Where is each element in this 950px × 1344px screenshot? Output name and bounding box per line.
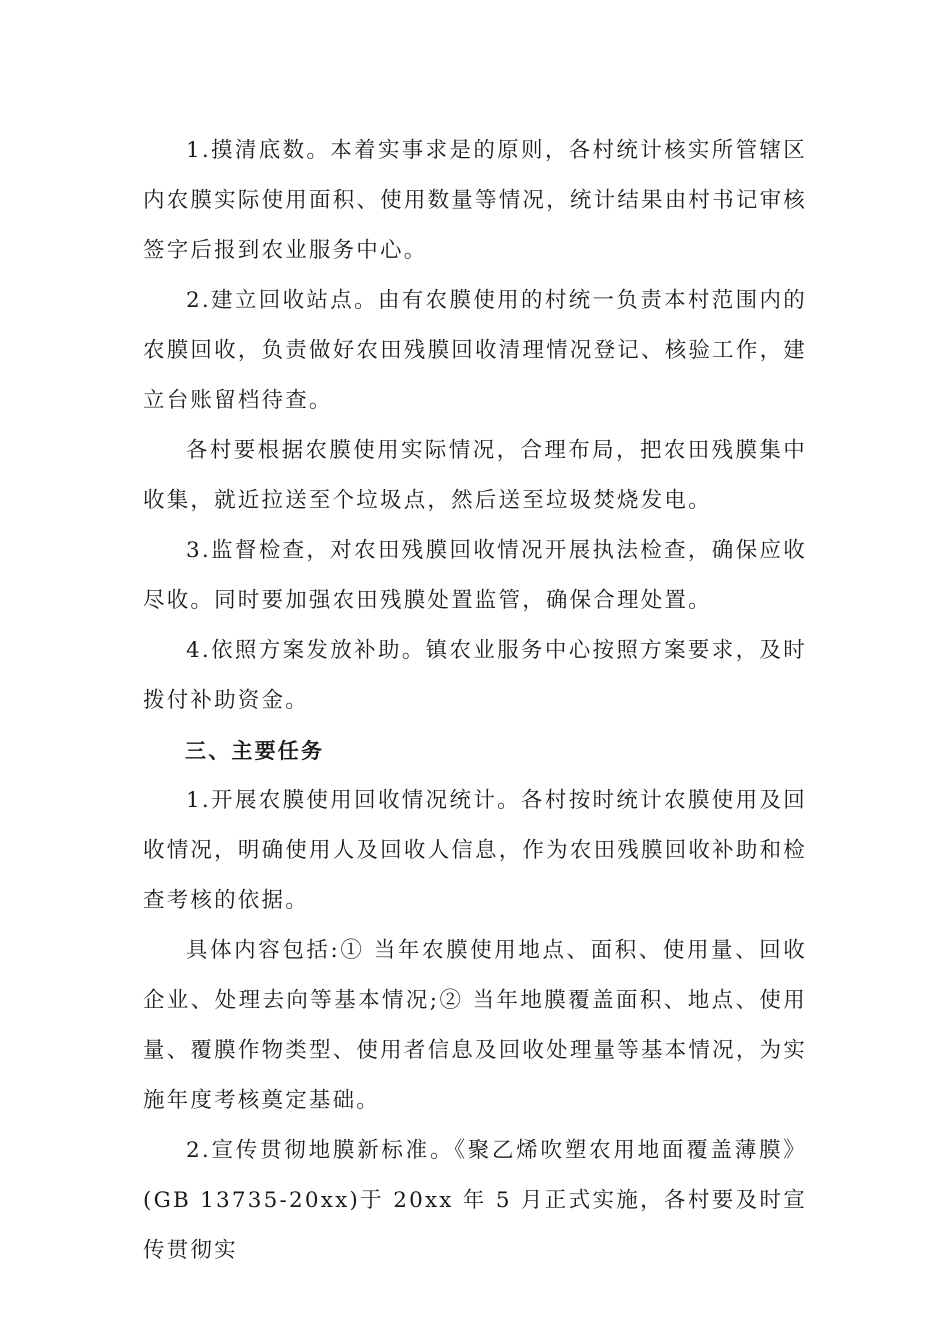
document-body xyxy=(143,126,807,1276)
paragraph-baseline-count: 1.摸清底数。本着实事求是的原则，各村统计核实所管辖区内农膜实际使用面积、使用数量等情况，统计结果由村书记审核签字后报到农业服务中心。 xyxy=(143,138,807,263)
paragraph-subsidy: 4.依照方案发放补助。镇农业服务中心按照方案要求，及时拨付补助资金。 xyxy=(143,638,807,713)
paragraph-supervision: 3.监督检查，对农田残膜回收情况开展执法检查，确保应收尽收。同时要加强农田残膜处置监管，确保合理处置。 xyxy=(143,538,807,613)
paragraph-specific-content: 具体内容包括:① 当年农膜使用地点、面积、使用量、回收企业、处理去向等基本情况;② 当年地膜覆盖面积、地点、使用量、覆膜作物类型、使用者信息及回收处理量等基本情况，为实施年度考核奠定基础。 xyxy=(143,938,807,1113)
paragraph-new-standard: 2.宣传贯彻地膜新标准。《聚乙烯吹塑农用地面覆盖薄膜》(GB 13735-20xx)于 20xx 年 5 月正式实施，各村要及时宣传贯彻实 xyxy=(143,1138,807,1263)
paragraph-village-layout: 各村要根据农膜使用实际情况，合理布局，把农田残膜集中收集，就近拉送至个垃圾点，然后送至垃圾焚烧发电。 xyxy=(143,438,807,513)
paragraph-usage-statistics: 1.开展农膜使用回收情况统计。各村按时统计农膜使用及回收情况，明确使用人及回收人信息，作为农田残膜回收补助和检查考核的依据。 xyxy=(143,788,807,913)
section-heading-main-tasks: 三、主要任务 xyxy=(185,739,325,763)
paragraph-recycling-stations: 2.建立回收站点。由有农膜使用的村统一负责本村范围内的农膜回收，负责做好农田残膜回收清理情况登记、核验工作，建立台账留档待查。 xyxy=(143,288,807,413)
